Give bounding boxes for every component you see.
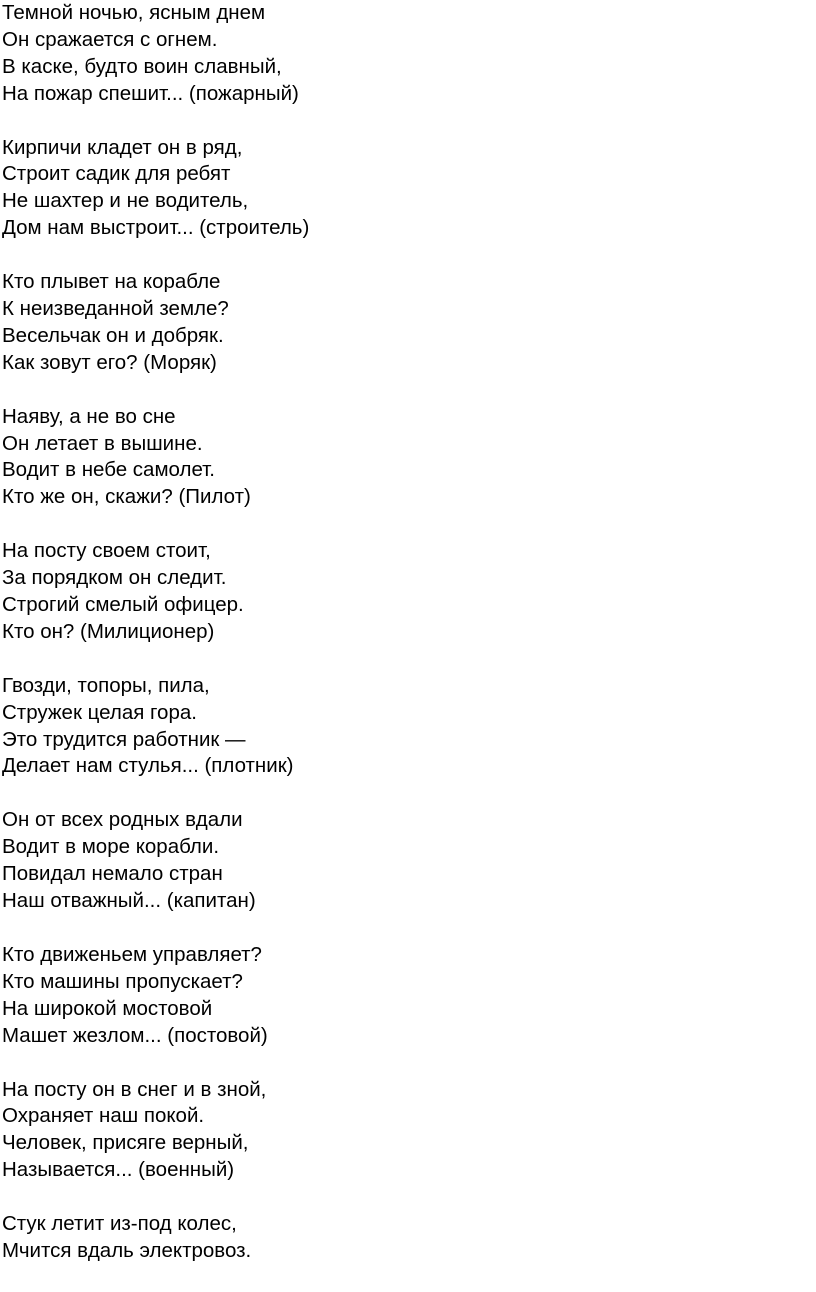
poem-line: Машет жезлом... (постовой) (2, 1023, 268, 1047)
poem-line: Строит садик для ребят (2, 162, 231, 186)
poem-line: Кто машины пропускает? (2, 969, 243, 993)
poem-line: Стружек целая гора. (2, 700, 197, 724)
poem-line: Водит в небе самолет. (2, 458, 215, 482)
poem-line: Охраняет наш покой. (2, 1104, 205, 1128)
poem-line: На широкой мостовой (2, 996, 213, 1020)
poem-line: Стук летит из-под колес, (2, 1212, 237, 1236)
poem-line: Повидал немало стран (2, 862, 223, 886)
poem-line: Кто плывет на корабле (2, 270, 221, 294)
poem-line: Он летает в вышине. (2, 431, 203, 455)
poem-line: Гвозди, топоры, пила, (2, 673, 210, 697)
poem-line: Водит в море корабли. (2, 835, 220, 859)
poem-line: Он сражается с огнем. (2, 27, 218, 51)
poem-line: Темной ночью, ясным днем (2, 1, 266, 24)
riddle-stanza (2, 538, 812, 646)
poem-line: В каске, будто воин славный, (2, 54, 282, 78)
poem-line: На пожар спешит... (пожарный) (2, 81, 299, 105)
riddle-stanza (2, 1077, 812, 1185)
poem-line: Кто он? (Милиционер) (2, 619, 215, 643)
poem-line: На посту он в снег и в зной, (2, 1077, 267, 1101)
poem-line: Строгий смелый офицер. (2, 593, 244, 617)
poem-line: Кирпичи кладет он в ряд, (2, 135, 243, 159)
poem-line: Называется... (военный) (2, 1158, 235, 1182)
riddle-stanza (2, 1211, 812, 1265)
poem-line: Кто же он, скажи? (Пилот) (2, 485, 251, 509)
riddles-document (2, 0, 812, 1292)
poem-line: Делает нам стулья... (плотник) (2, 754, 294, 778)
poem-line: Как зовут его? (Моряк) (2, 350, 217, 374)
riddle-stanza (2, 942, 812, 1050)
poem-line: Это трудится работник — (2, 727, 246, 751)
riddle-stanza (2, 673, 812, 781)
poem-line: Наш отважный... (капитан) (2, 889, 256, 913)
poem-line: Не шахтер и не водитель, (2, 189, 249, 213)
poem-line: Мчится вдаль электровоз. (2, 1238, 252, 1262)
riddle-stanza (2, 807, 812, 915)
poem-line: Кто движеньем управляет? (2, 942, 262, 966)
poem-line: Весельчак он и добряк. (2, 323, 224, 347)
poem-line: Дом нам выстроит... (строитель) (2, 216, 310, 240)
poem-line: Человек, присяге верный, (2, 1131, 249, 1155)
riddle-stanza (2, 0, 812, 108)
poem-line: За порядком он следит. (2, 566, 227, 590)
poem-line: Он от всех родных вдали (2, 808, 243, 832)
poem-line: Наяву, а не во сне (2, 404, 176, 428)
poem-line: К неизведанной земле? (2, 297, 229, 321)
riddle-stanza (2, 269, 812, 377)
poem-line: На посту своем стоит, (2, 539, 211, 563)
riddle-stanza (2, 135, 812, 243)
riddle-stanza (2, 404, 812, 512)
